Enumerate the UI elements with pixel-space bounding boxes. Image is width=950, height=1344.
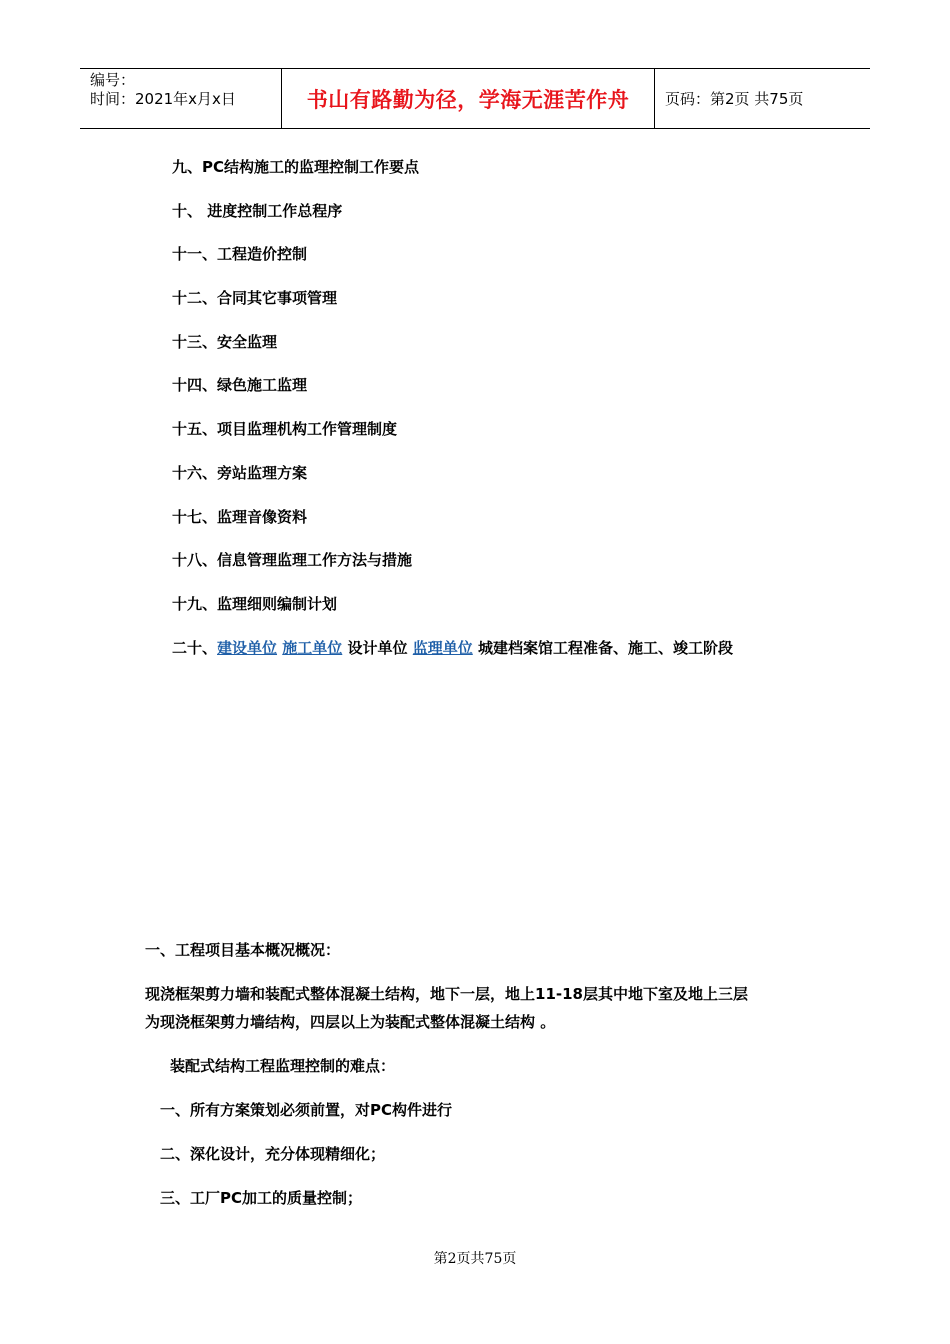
page-header <box>80 68 870 129</box>
difficulty-item-2: 二、深化设计，充分体现精细化； <box>160 1145 386 1163</box>
link-builder-unit[interactable]: 施工单位 <box>282 638 343 657</box>
toc-item: 九、PC结构施工的监理控制工作要点 <box>172 158 420 176</box>
difficulty-item <box>160 1184 830 1212</box>
header-meta <box>80 69 282 128</box>
difficulty-title-text: 装配式结构工程监理控制的难点： <box>170 1057 396 1075</box>
difficulty-title <box>170 1052 840 1080</box>
toc-last-text1: 设计单位 <box>347 638 408 657</box>
overview-line-1: 现浇框架剪力墙和装配式整体混凝土结构，地下一层，地上11-18层其中地下室及地上三层 <box>145 985 748 1003</box>
page-footer <box>0 1248 950 1268</box>
toc-item: 十二、合同其它事项管理 <box>172 289 338 308</box>
toc-item: 十六、旁站监理方案 <box>172 463 308 482</box>
footer-page-number: 第2页共75页 <box>433 1251 517 1267</box>
header-page-code <box>655 69 870 128</box>
page-code-text: 页码：第2页 共75页 <box>665 90 804 108</box>
toc-item: 十九、监理细则编制计划 <box>172 594 338 613</box>
difficulty-item <box>160 1096 830 1124</box>
toc-item: 十一、工程造价控制 <box>172 245 308 264</box>
toc-item: 十七、监理音像资料 <box>172 507 308 526</box>
header-motto-cell <box>282 69 655 128</box>
section-title <box>145 936 815 964</box>
overview-line-2: 为现浇框架剪力墙结构，四层以上为装配式整体混凝土结构 。 <box>145 1013 556 1031</box>
section-title-text: 一、工程项目基本概况概况： <box>145 941 341 959</box>
toc-last-text2: 城建档案馆工程准备、施工、竣工阶段 <box>478 638 734 657</box>
toc-item: 十八、信息管理监理工作方法与措施 <box>172 551 413 570</box>
overview-paragraph <box>145 980 815 1036</box>
difficulty-item <box>160 1140 830 1168</box>
toc-item: 十四、绿色施工监理 <box>172 376 308 395</box>
link-construction-unit[interactable]: 建设单位 <box>217 638 278 657</box>
table-of-contents <box>172 156 733 680</box>
toc-item: 十三、安全监理 <box>172 332 278 351</box>
toc-last-prefix: 二十、 <box>172 638 218 657</box>
link-supervision-unit[interactable]: 监理单位 <box>412 638 473 657</box>
toc-item: 十、 进度控制工作总程序 <box>172 201 343 220</box>
motto-text: 书山有路勤为径，学海无涯苦作舟 <box>306 87 630 112</box>
toc-item: 十五、项目监理机构工作管理制度 <box>172 420 398 439</box>
time-label: 时间：2021年x月x日 <box>90 90 236 108</box>
number-label: 编号： <box>90 71 136 89</box>
difficulty-item-1: 一、所有方案策划必须前置，对PC构件进行 <box>160 1101 453 1119</box>
difficulty-item-3: 三、工厂PC加工的质量控制； <box>160 1189 363 1207</box>
toc-item-last <box>172 637 733 681</box>
